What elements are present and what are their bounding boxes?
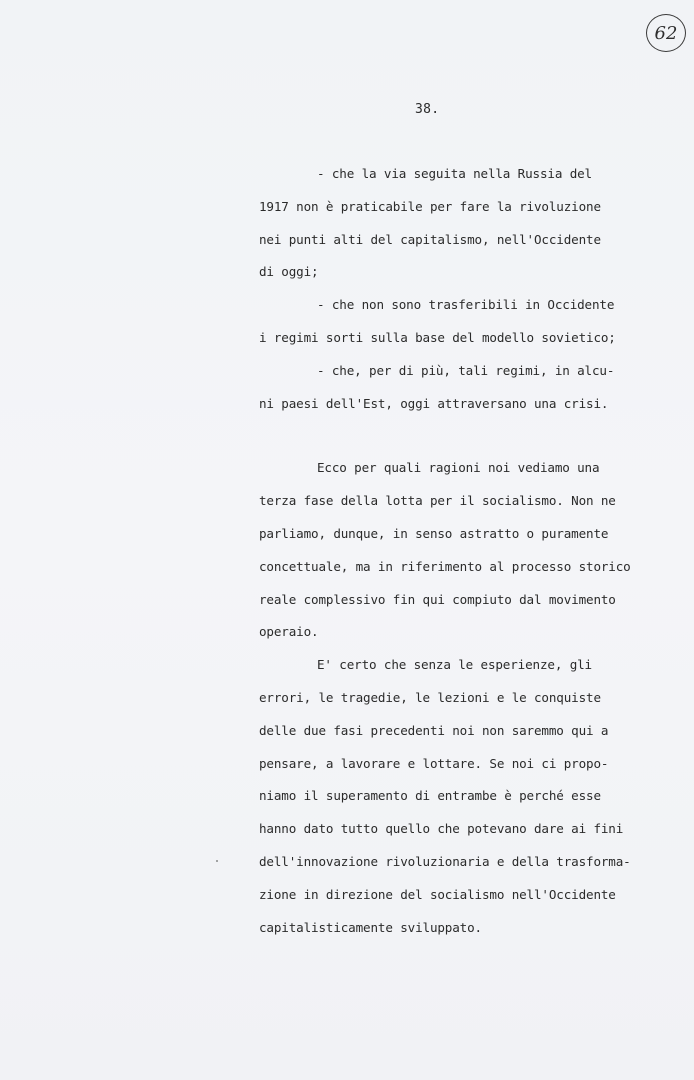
text-line: errori, le tragedie, le lezioni e le conquiste xyxy=(259,689,601,705)
text-line: 1917 non è praticabile per fare la rivoluzione xyxy=(259,198,601,214)
text-line: - che la via seguita nella Russia del xyxy=(317,166,592,181)
text-line: nei punti alti del capitalismo, nell'Occidente xyxy=(259,231,601,247)
text-line: - che non sono trasferibili in Occidente xyxy=(317,297,615,313)
page-number: 38. xyxy=(415,102,440,117)
text-line: dell'innovazione rivoluzionaria e della trasforma- xyxy=(259,853,631,869)
text-line: niamo il superamento di entrambe è perché esse xyxy=(259,788,601,804)
text-line: delle due fasi precedenti noi non saremmo qui a xyxy=(259,722,609,738)
text-line: capitalisticamente sviluppato. xyxy=(259,919,482,935)
text-line: reale complessivo fin qui compiuto dal movimento xyxy=(259,591,616,607)
paragraph-gap xyxy=(259,428,639,460)
text-line: concettuale, ma in riferimento al processo storico xyxy=(259,558,631,574)
text-line: hanno dato tutto quello che potevano dare ai fini xyxy=(259,821,624,837)
text-line: zione in direzione del socialismo nell'Occidente xyxy=(259,886,616,902)
text-line: terza fase della lotta per il socialismo. Non ne xyxy=(259,493,616,509)
text-line: - che, per di più, tali regimi, in alcu- xyxy=(317,362,615,378)
text-line: Ecco per quali ragioni noi vediamo una xyxy=(317,460,600,476)
text-line: parliamo, dunque, in senso astratto o puramente xyxy=(259,525,609,541)
text-line: di oggi; xyxy=(259,264,319,280)
text-line: pensare, a lavorare e lottare. Se noi ci propo- xyxy=(259,755,609,771)
text-line: E' certo che senza le esperienze, gli xyxy=(317,657,592,673)
text-line: i regimi sorti sulla base del modello sovietico; xyxy=(259,329,616,345)
scan-speck xyxy=(216,860,218,862)
text-line: operaio. xyxy=(259,624,319,640)
body-text xyxy=(259,166,639,952)
page-stamp: 62 xyxy=(646,14,686,52)
text-line: ni paesi dell'Est, oggi attraversano una crisi. xyxy=(259,395,609,411)
